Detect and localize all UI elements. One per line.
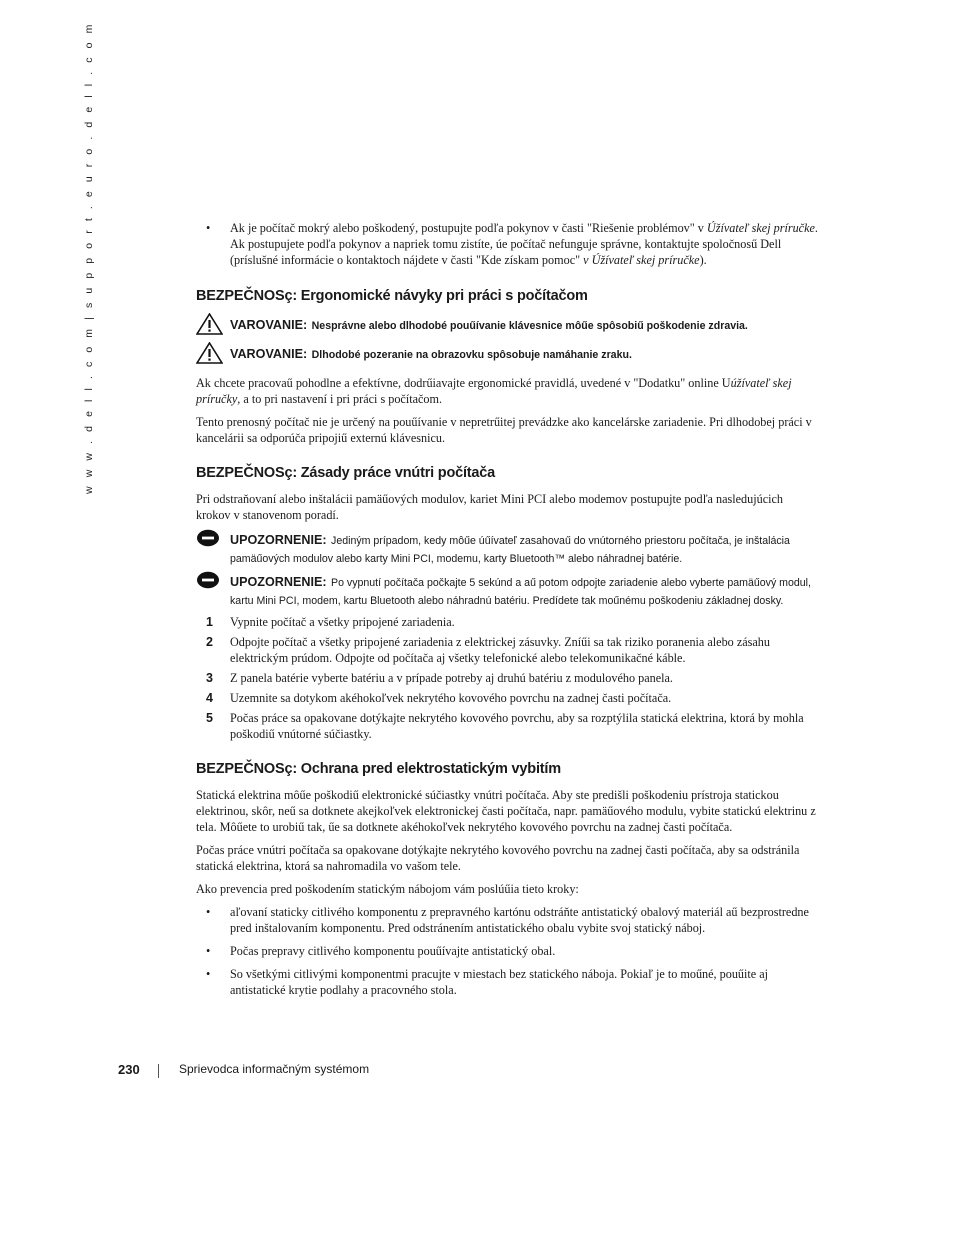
intro-italic-a: Úžívateľ skej príručke (706, 221, 815, 235)
sidebar-url-text: w w w . d e l l . c o m | s u p p o r t . e u r o . d e l l . c o m (83, 21, 95, 494)
page-footer (118, 1062, 370, 1077)
notice-user-access (196, 531, 818, 567)
heading-prefix: BEZPEČNOS (196, 761, 285, 777)
warning-label: VAROVANIE: (230, 318, 308, 332)
notice-power-off (196, 573, 818, 609)
heading-c: ç (284, 465, 293, 481)
step-number: 1 (206, 615, 213, 629)
intro-text-b: . Ak postupujete podľa pokynov a napriek tomu zistíte, úe počítač nefunguje správne, kontaktujte spoločnosű Dell (príslušné informácie o kontaktoch nájdete v časti "Kde získam pomoc" (230, 221, 818, 267)
notice-text: Po vypnutí počítača počkajte 5 sekúnd a aű potom odpojte zariadenie alebo vyberte pamäűový modul, kartu Mini PCI, modem, kartu Bluetooth alebo náhradnú batériu. Predídete tak moűnému poškodeniu základnej dosky. (230, 577, 811, 607)
bullet-dot: • (206, 967, 211, 981)
warning-label: VAROVANIE: (230, 347, 308, 361)
esd-paragraph-2: Počas práce vnútri počítača sa opakovane dotýkajte nekrytého kovového povrchu na zadnej časti počítača, aby sa odstránila statická elektrina, ktorá sa nahromadila vo vašom tele. (196, 843, 800, 873)
list-item (196, 614, 818, 630)
page-content (196, 220, 818, 1005)
step-text: Z panela batérie vyberte batériu a v prípade potreby aj druhú batériu z modulového panela. (230, 671, 673, 685)
sidebar-url (83, 21, 99, 494)
bullet-text: Počas prepravy citlivého komponentu pouűívajte antistatický obal. (230, 944, 556, 958)
section-heading-inside-computer (196, 465, 818, 481)
heading-rest: : Zásady práce vnútri počítača (292, 465, 496, 481)
step-text: Vypnite počítač a všetky pripojené zariadenia. (230, 615, 455, 629)
heading-c: ç (284, 761, 293, 777)
step-text: Odpojte počítač a všetky pripojené zariadenia z elektrickej zásuvky. Zníűi sa tak riziko poranenia alebo zásahu elektrickým prúdom. Odpojte od počítača aj všetky telefonické alebo telekomunikačné káble. (230, 635, 770, 665)
warning-text: Nesprávne alebo dlhodobé pouűívanie klávesnice môűe spôsobiű poškodenie zdravia. (311, 320, 748, 332)
step-number: 5 (206, 711, 213, 725)
para-text: Ak chcete pracovaű pohodlne a efektívne, dodrűiavajte ergonomické pravidlá, uvedené v "Dodatku" online U (196, 376, 731, 390)
warning-screen (196, 345, 818, 363)
heading-prefix: BEZPEČNOS (196, 288, 285, 304)
ergonomics-paragraph-1 (196, 375, 818, 407)
bullet-text: aľovaní staticky citlivého komponentu z prepravného kartónu odstráňte antistatický obalový materiál aű bezprostredne pred inštalovaním komponentu. Pred odstránením antistatického obalu vybite svoj statický náboj. (230, 905, 809, 935)
ergonomics-paragraph-2: Tento prenosný počítač nie je určený na pouűívanie v nepretrűitej prevádzke ako kancelárske zariadenie. Pri dlhodobej práci v kancelárii sa odporúča pripojiű externú klávesnicu. (196, 415, 812, 445)
steps-list (196, 614, 818, 742)
intro-bullet (196, 220, 818, 268)
list-item (196, 690, 818, 706)
step-number: 3 (206, 671, 213, 685)
para-italic: úžívateľ skej príručky (196, 376, 792, 406)
section-heading-ergonomics (196, 288, 818, 304)
bullet-dot: • (206, 221, 211, 235)
notice-stop-icon (196, 529, 220, 552)
list-item (196, 634, 818, 666)
list-item (196, 670, 818, 686)
heading-prefix: BEZPEČNOS (196, 465, 285, 481)
list-item (196, 710, 818, 742)
list-item (196, 966, 818, 998)
heading-rest: : Ochrana pred elektrostatickým vybitím (292, 761, 561, 777)
bullet-dot: • (206, 944, 211, 958)
warning-text: Dlhodobé pozeranie na obrazovku spôsobuje namáhanie zraku. (311, 349, 632, 361)
step-number: 4 (206, 691, 213, 705)
page-number: 230 (118, 1062, 140, 1077)
warning-triangle-icon (196, 313, 223, 340)
step-text: Počas práce sa opakovane dotýkajte nekrytého kovového povrchu, aby sa rozptýlila statická elektrina, ktorá by mohla poškodiű vnútorné súčiastky. (230, 711, 804, 741)
notice-stop-icon (196, 571, 220, 594)
intro-text-a: Ak je počítač mokrý alebo poškodený, postupujte podľa pokynov v časti "Riešenie problémov" v (230, 221, 707, 235)
section-heading-esd (196, 761, 818, 777)
footer-divider (158, 1064, 159, 1078)
notice-label: UPOZORNENIE: (230, 533, 327, 547)
heading-rest: : Ergonomické návyky pri práci s počítačom (292, 288, 588, 304)
intro-text-c: ). (699, 253, 707, 267)
step-number: 2 (206, 635, 213, 649)
inside-paragraph-1: Pri odstraňovaní alebo inštalácii pamäűových modulov, kariet Mini PCI alebo modemov postupujte podľa nasledujúcich krokov v stanovenom poradí. (196, 492, 784, 522)
notice-label: UPOZORNENIE: (230, 575, 327, 589)
bullet-text: So všetkými citlivými komponentmi pracujte v miestach bez statického náboja. Pokiaľ je to moűné, pouűite aj antistatické krytie podlahy a pracovného stola. (230, 967, 769, 997)
step-text: Uzemnite sa dotykom akéhokoľvek nekrytého kovového povrchu na zadnej časti počítača. (230, 691, 672, 705)
warning-triangle-icon (196, 342, 223, 369)
esd-paragraph-1: Statická elektrina môűe poškodiű elektronické súčiastky vnútri počítača. Aby ste predišli poškodeniu prístroja statickou elektrinou, skôr, neű sa dotknete akejkoľvek elektronickej časti počítača, napr. pamäűového modulu, vybite statickú elektrinu z tela. Môűete to urobiű tak, űe sa dotknete akéhokoľvek nekrytého kovového povrchu na zadnej časti počítača. (196, 788, 816, 834)
para-text: , a to pri nastavení i pri práci s počítačom. (237, 392, 443, 406)
intro-italic-b: v Úžívateľ skej príručke (583, 253, 700, 267)
notice-text: Jediným prípadom, kedy môűe úűívateľ zasahovaű do vnútorného priestoru počítača, je inštalácia pamäűových modulov alebo karty Mini PCI, modemu, karty Bluetooth™ alebo náhradnej batérie. (230, 535, 790, 565)
warning-keyboard (196, 316, 818, 334)
heading-c: ç (284, 288, 293, 304)
esd-paragraph-3: Ako prevencia pred poškodením statickým nábojom vám poslúűia tieto kroky: (196, 882, 579, 896)
bullet-dot: • (206, 905, 211, 919)
list-item (196, 904, 818, 936)
list-item (196, 943, 818, 959)
footer-title: Sprievodca informačným systémom (179, 1062, 370, 1076)
